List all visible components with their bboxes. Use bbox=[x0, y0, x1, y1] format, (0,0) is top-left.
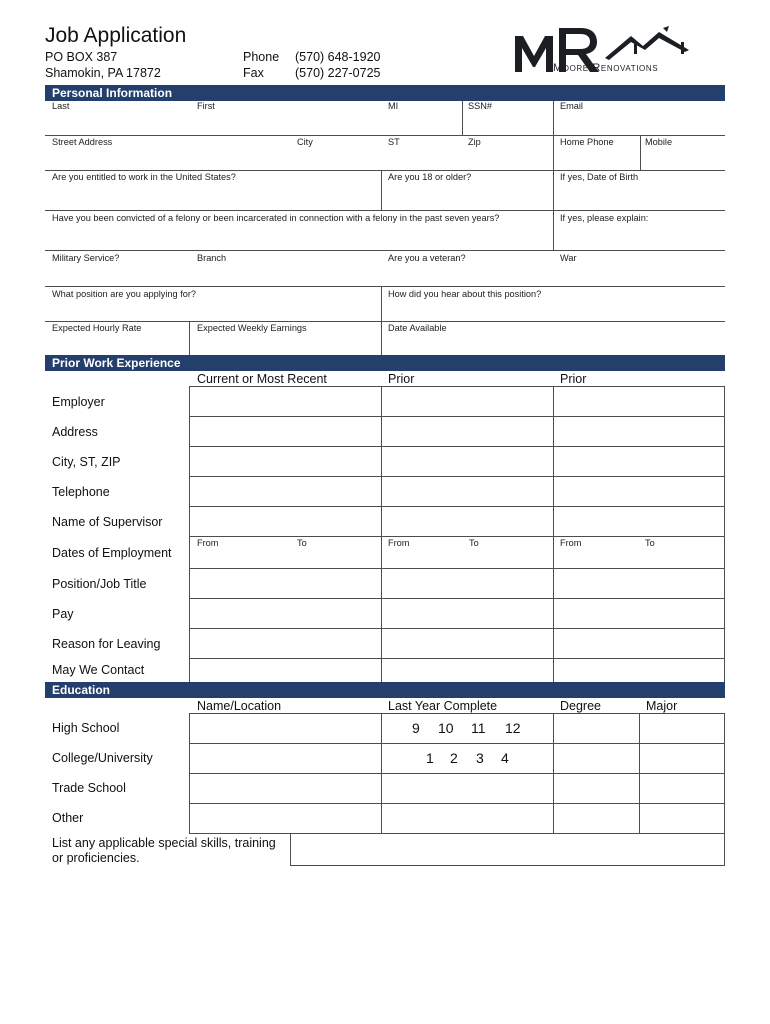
work-row-supervisor: Name of Supervisor bbox=[52, 515, 163, 529]
from-label-1: From bbox=[197, 538, 219, 548]
divider bbox=[381, 286, 382, 321]
education-header: Education bbox=[45, 682, 725, 698]
edu-row-other: Other bbox=[52, 811, 84, 825]
branch-label: Branch bbox=[197, 253, 227, 263]
work-eligibility-label: Are you entitled to work in the United States? bbox=[52, 172, 236, 182]
college-year-1[interactable]: 1 bbox=[426, 750, 434, 766]
mi-label: MI bbox=[388, 101, 399, 111]
war-label: War bbox=[560, 253, 577, 263]
divider bbox=[381, 321, 382, 356]
fax-value: (570) 227-0725 bbox=[295, 66, 381, 80]
work-row-telephone: Telephone bbox=[52, 485, 110, 499]
divider bbox=[45, 250, 725, 251]
email-label: Email bbox=[560, 101, 583, 111]
work-grid bbox=[189, 386, 725, 682]
divider bbox=[640, 135, 641, 170]
edu-row-high-school: High School bbox=[52, 721, 120, 735]
state-label: ST bbox=[388, 137, 400, 147]
to-label-3: To bbox=[645, 538, 655, 548]
date-available-label: Date Available bbox=[388, 323, 447, 333]
divider bbox=[462, 101, 463, 135]
divider bbox=[553, 170, 554, 210]
skills-label-line-1: List any applicable special skills, training bbox=[52, 836, 276, 850]
divider bbox=[553, 135, 554, 170]
work-col-current: Current or Most Recent bbox=[197, 372, 327, 386]
zip-label: Zip bbox=[468, 137, 481, 147]
hourly-rate-label: Expected Hourly Rate bbox=[52, 323, 142, 333]
edu-col-name: Name/Location bbox=[197, 699, 282, 713]
work-row-contact: May We Contact bbox=[52, 663, 145, 677]
edu-col-year: Last Year Complete bbox=[388, 699, 498, 713]
company-logo bbox=[513, 22, 703, 78]
dob-label: If yes, Date of Birth bbox=[560, 172, 639, 182]
work-row-address: Address bbox=[52, 425, 98, 439]
hs-year-11[interactable]: 11 bbox=[471, 720, 486, 736]
divider bbox=[189, 321, 190, 356]
edu-col-major: Major bbox=[646, 699, 678, 713]
personal-info-header: Personal Information bbox=[45, 85, 725, 101]
felony-question-label: Have you been convicted of a felony or been incarcerated in connection with a felony in the past seven years? bbox=[52, 213, 500, 223]
hs-year-9[interactable]: 9 bbox=[412, 720, 420, 736]
divider bbox=[45, 321, 725, 322]
weekly-earnings-label: Expected Weekly Earnings bbox=[197, 323, 307, 333]
first-name-label: First bbox=[197, 101, 215, 111]
education-grid bbox=[189, 713, 725, 834]
work-col-prior-1: Prior bbox=[388, 372, 415, 386]
work-grid-lines bbox=[189, 386, 725, 682]
edu-row-trade: Trade School bbox=[52, 781, 126, 795]
logo-text: Moore Renovations bbox=[553, 62, 659, 74]
to-label-2: To bbox=[469, 538, 479, 548]
referral-label: How did you hear about this position? bbox=[388, 289, 542, 299]
from-label-3: From bbox=[560, 538, 582, 548]
ssn-label: SSN# bbox=[468, 101, 493, 111]
last-name-label: Last bbox=[52, 101, 70, 111]
divider bbox=[45, 170, 725, 171]
divider bbox=[381, 170, 382, 210]
college-year-3[interactable]: 3 bbox=[476, 750, 484, 766]
hs-year-12[interactable]: 12 bbox=[505, 720, 521, 736]
divider bbox=[553, 210, 554, 250]
edu-row-college: College/University bbox=[52, 751, 153, 765]
divider bbox=[45, 135, 725, 136]
explain-label: If yes, please explain: bbox=[560, 213, 649, 223]
divider bbox=[45, 210, 725, 211]
college-year-4[interactable]: 4 bbox=[501, 750, 509, 766]
work-row-employer: Employer bbox=[52, 395, 105, 409]
work-row-reason: Reason for Leaving bbox=[52, 637, 161, 651]
home-phone-label: Home Phone bbox=[560, 137, 614, 147]
position-label: What position are you applying for? bbox=[52, 289, 197, 299]
hs-year-10[interactable]: 10 bbox=[438, 720, 454, 736]
street-label: Street Address bbox=[52, 137, 113, 147]
to-label-1: To bbox=[297, 538, 307, 548]
fax-label: Fax bbox=[243, 66, 264, 80]
work-experience-header: Prior Work Experience bbox=[45, 355, 725, 371]
work-row-city: City, ST, ZIP bbox=[52, 455, 121, 469]
veteran-label: Are you a veteran? bbox=[388, 253, 466, 263]
city-label: City bbox=[297, 137, 313, 147]
mobile-label: Mobile bbox=[645, 137, 673, 147]
divider bbox=[45, 286, 725, 287]
edu-col-degree: Degree bbox=[560, 699, 601, 713]
work-row-dates: Dates of Employment bbox=[52, 546, 172, 560]
phone-label: Phone bbox=[243, 50, 280, 64]
address-line-2: Shamokin, PA 17872 bbox=[45, 66, 161, 80]
age-question-label: Are you 18 or older? bbox=[388, 172, 472, 182]
divider bbox=[553, 101, 554, 135]
college-year-2[interactable]: 2 bbox=[450, 750, 458, 766]
military-label: Military Service? bbox=[52, 253, 120, 263]
work-row-pay: Pay bbox=[52, 607, 74, 621]
work-col-prior-2: Prior bbox=[560, 372, 587, 386]
address-line-1: PO BOX 387 bbox=[45, 50, 118, 64]
education-grid-lines bbox=[189, 713, 725, 834]
skills-input[interactable] bbox=[290, 833, 725, 866]
page-title: Job Application bbox=[45, 24, 187, 47]
phone-value: (570) 648-1920 bbox=[295, 50, 381, 64]
skills-label-line-2: or proficiencies. bbox=[52, 851, 140, 865]
from-label-2: From bbox=[388, 538, 410, 548]
work-row-position: Position/Job Title bbox=[52, 577, 147, 591]
